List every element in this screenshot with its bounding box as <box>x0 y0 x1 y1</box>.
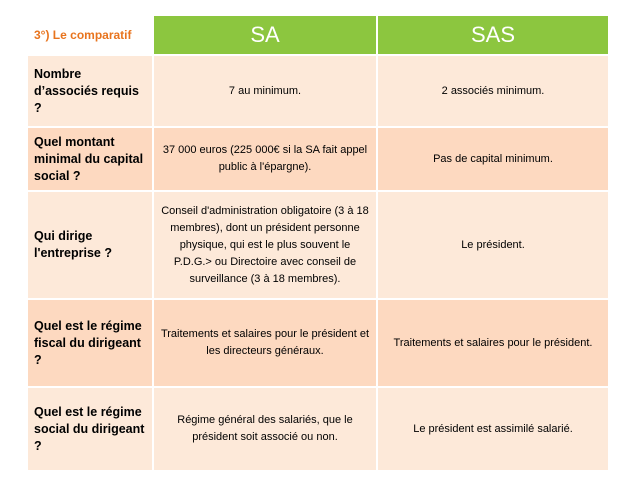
column-header-sa: SA <box>154 16 376 54</box>
table-row <box>28 388 608 470</box>
table-row <box>28 300 608 386</box>
table-row <box>28 192 608 298</box>
cell-sa-fiscal: Traitements et salaires pour le président et les directeurs généraux. <box>154 300 376 386</box>
cell-sa-social: Régime général des salariés, que le président soit associé ou non. <box>154 388 376 470</box>
cell-sa-direction: Conseil d'administration obligatoire (3 à 18 membres), dont un président personne physique, qui est le plus souvent le P.D.G.> ou Directoire avec conseil de surveillance (3 à 18 membres). <box>154 192 376 298</box>
row-label-capital: Quel montant minimal du capital social ? <box>28 128 152 190</box>
table-header-row <box>28 16 608 54</box>
comparison-table <box>26 14 610 472</box>
cell-sa-associes: 7 au minimum. <box>154 56 376 126</box>
table-row <box>28 56 608 126</box>
row-label-associes: Nombre d’associés requis ? <box>28 56 152 126</box>
cell-sas-associes: 2 associés minimum. <box>378 56 608 126</box>
row-label-social: Quel est le régime social du dirigeant ? <box>28 388 152 470</box>
row-label-fiscal: Quel est le régime fiscal du dirigeant ? <box>28 300 152 386</box>
cell-sa-capital: 37 000 euros (225 000€ si la SA fait appel public à l'épargne). <box>154 128 376 190</box>
column-header-sas: SAS <box>378 16 608 54</box>
table-row <box>28 128 608 190</box>
cell-sas-direction: Le président. <box>378 192 608 298</box>
cell-sas-capital: Pas de capital minimum. <box>378 128 608 190</box>
section-title: 3°) Le comparatif <box>28 16 152 54</box>
cell-sas-social: Le président est assimilé salarié. <box>378 388 608 470</box>
row-label-direction: Qui dirige l'entreprise ? <box>28 192 152 298</box>
cell-sas-fiscal: Traitements et salaires pour le président. <box>378 300 608 386</box>
